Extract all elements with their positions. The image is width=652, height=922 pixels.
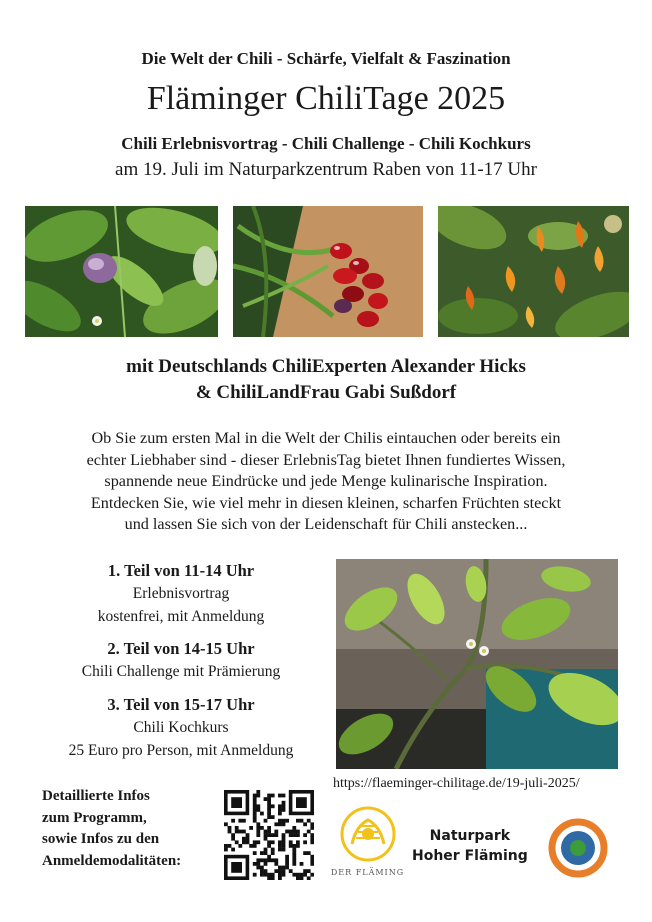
photo-red-chilis: [233, 206, 423, 337]
info-line: Detaillierte Infos: [42, 788, 150, 804]
intro-line: und lassen Sie sich von der Leidenschaft für Chili anstecken...: [124, 515, 528, 533]
program-part-3-line: Chili Kochkurs: [133, 719, 229, 736]
program-part-2: [40, 638, 322, 683]
intro-paragraph: [0, 428, 652, 536]
photo-chili-flower: [25, 206, 218, 337]
program-part-3: [40, 694, 322, 762]
program-part-2-heading: 2. Teil von 14-15 Uhr: [107, 639, 255, 658]
experts-line-2: & ChiliLandFrau Gabi Sußdorf: [195, 382, 457, 403]
naturpark-name: [412, 826, 528, 866]
date-location: am 19. Juli im Naturparkzentrum Raben von 11-17 Uhr: [115, 159, 537, 180]
experts-heading: [0, 354, 652, 406]
naturpark-logo-icon: [548, 818, 608, 878]
naturpark-line-2: Hoher Fläming: [412, 848, 528, 864]
info-text: [42, 786, 181, 872]
event-list: Chili Erlebnisvortrag - Chili Challenge - Chili Kochkurs: [121, 134, 531, 153]
website-url[interactable]: https://flaeminger-chilitage.de/19-juli-2025/: [333, 776, 580, 791]
program-part-2-line: Chili Challenge mit Prämierung: [81, 663, 281, 680]
program-part-3-heading: 3. Teil von 15-17 Uhr: [107, 695, 255, 714]
flaeming-logo-icon: [336, 804, 400, 868]
flaeming-logo-text: DER FLÄMING: [330, 868, 405, 877]
program-part-1-heading: 1. Teil von 11-14 Uhr: [107, 561, 255, 580]
info-line: sowie Infos zu den: [42, 831, 160, 847]
photo-chili-plant: [336, 559, 618, 769]
experts-line-1: mit Deutschlands ChiliExperten Alexander Hicks: [126, 356, 526, 377]
program-part-1-line: Erlebnisvortrag: [132, 585, 230, 602]
intro-line: echter Liebhaber sind - dieser ErlebnisTag bietet Ihnen fundiertes Wissen,: [86, 450, 566, 469]
program-part-1: [40, 560, 322, 628]
tagline: Die Welt der Chili - Schärfe, Vielfalt & Faszination: [141, 49, 511, 68]
intro-line: Ob Sie zum ersten Mal in die Welt der Chilis eintauchen oder bereits ein: [91, 429, 561, 447]
intro-line: spannende neue Eindrücke und jede Menge kulinarische Inspiration.: [104, 472, 548, 490]
intro-line: Entdecken Sie, wie viel mehr in diesen kleinen, scharfen Früchten steckt: [90, 493, 562, 512]
photo-orange-chilis: [438, 206, 629, 337]
info-line: zum Programm,: [42, 809, 147, 826]
program-part-1-line: kostenfrei, mit Anmeldung: [97, 608, 265, 625]
naturpark-line-1: Naturpark: [429, 828, 511, 844]
qr-code-icon[interactable]: [224, 790, 314, 880]
info-line: Anmeldemodalitäten:: [42, 852, 182, 869]
page-title: Fläminger ChiliTage 2025: [146, 80, 506, 117]
program-part-3-line: 25 Euro pro Person, mit Anmeldung: [68, 742, 294, 759]
